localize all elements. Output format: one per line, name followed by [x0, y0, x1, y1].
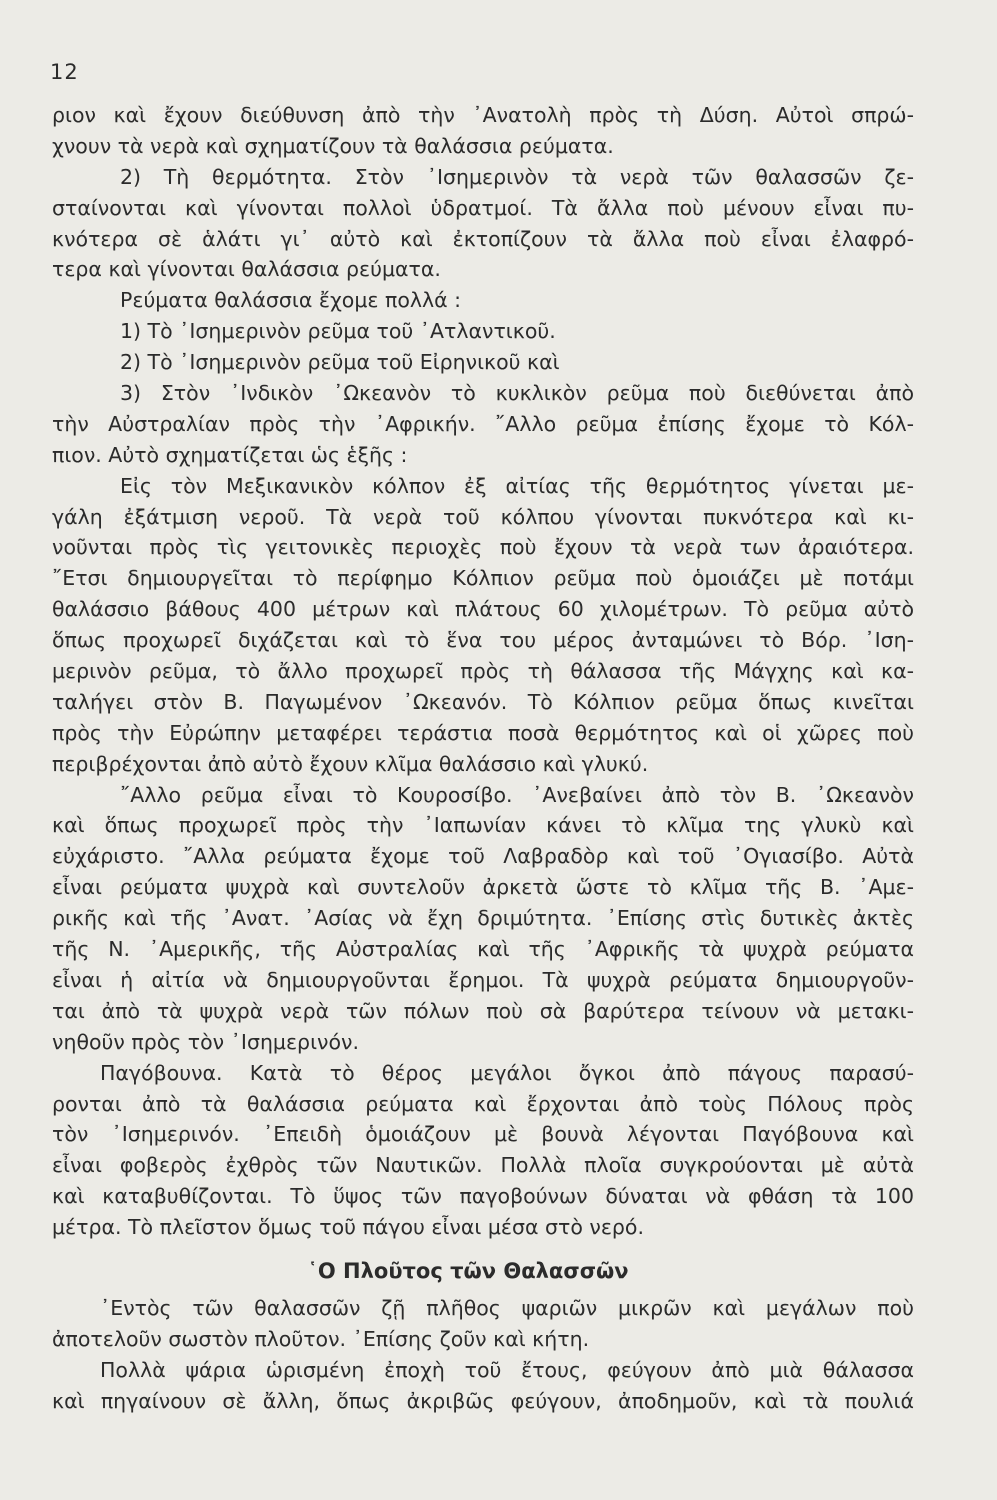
- text-line: Εἰς τὸν Μεξικανικὸν κόλπον ἐξ αἰτίας τῆς θερμότητος γίνεται με-: [120, 473, 914, 498]
- text-line: 2) Τὸ ᾿Ισημερινὸν ρεῦμα τοῦ Εἰρηνικοῦ καὶ: [120, 350, 560, 375]
- text-line: περιβρέχονται ἀπὸ αὐτὸ ἔχουν κλῖμα θαλάσσιο καὶ γλυκύ.: [52, 751, 649, 776]
- text-line: πρὸς τὴν Εὐρώπην μεταφέρει τεράστια ποσὰ θερμότητος καὶ οἱ χῶρες ποὺ: [52, 720, 914, 745]
- text-line: τὴν Αὐστραλίαν πρὸς τὴν ᾿Αφρικήν. ῎Αλλο ρεῦμα ἐπίσης ἔχομε τὸ Κόλ-: [52, 411, 914, 436]
- text-line: καὶ πηγαίνουν σὲ ἄλλη, ὅπως ἀκριβῶς φεύγουν, ἀποδημοῦν, καὶ τὰ πουλιά: [52, 1388, 914, 1413]
- text-line: 2) Τὴ θερμότητα. Στὸν ᾿Ισημερινὸν τὰ νερὰ τῶν θαλασσῶν ζε-: [120, 164, 914, 189]
- text-line: εἶναι ρεύματα ψυχρὰ καὶ συντελοῦν ἀρκετὰ ὥστε τὸ κλῖμα τῆς Β. ᾿Αμε-: [52, 875, 914, 900]
- body-text: [52, 100, 914, 1417]
- text-line: τὸν ᾿Ισημερινόν. ᾿Επειδὴ ὁμοιάζουν μὲ βουνὰ λέγονται Παγόβουνα καὶ: [52, 1122, 914, 1147]
- text-line: Πολλὰ ψάρια ὡρισμένη ἐποχὴ τοῦ ἔτους, φεύγουν ἀπὸ μιὰ θάλασσα: [100, 1357, 914, 1382]
- text-line: ται ἀπὸ τὰ ψυχρὰ νερὰ τῶν πόλων ποὺ σὰ βαρύτερα τείνουν νὰ μετακι-: [52, 998, 914, 1023]
- text-line: εἶναι φοβερὸς ἐχθρὸς τῶν Ναυτικῶν. Πολλὰ πλοῖα συγκρούονται μὲ αὐτὰ: [52, 1153, 914, 1178]
- text-line: κνότερα σὲ ἁλάτι γι᾿ αὐτὸ καὶ ἐκτοπίζουν τὰ ἄλλα ποὺ εἶναι ἐλαφρό-: [52, 226, 914, 251]
- text-line: χνουν τὰ νερὰ καὶ σχηματίζουν τὰ θαλάσσια ρεύματα.: [52, 133, 614, 158]
- text-line: ἀποτελοῦν σωστὸν πλοῦτον. ᾿Επίσης ζοῦν καὶ κήτη.: [52, 1326, 590, 1351]
- text-line: εἶναι ἡ αἰτία νὰ δημιουργοῦνται ἔρημοι. Τὰ ψυχρὰ ρεύματα δημιουργοῦν-: [52, 967, 914, 992]
- text-line: Παγόβουνα. Κατὰ τὸ θέρος μεγάλοι ὄγκοι ἀπὸ πάγους παρασύ-: [100, 1060, 914, 1085]
- text-line: 3) Στὸν ᾿Ινδικὸν ᾿Ωκεανὸν τὸ κυκλικὸν ρεῦμα ποὺ διεθύνεται ἀπὸ: [120, 381, 914, 406]
- text-line: μέτρα. Τὸ πλεῖστον ὅμως τοῦ πάγου εἶναι μέσα στὸ νερό.: [52, 1215, 644, 1240]
- text-line: μερινὸν ρεῦμα, τὸ ἄλλο προχωρεῖ πρὸς τὴ θάλασσα τῆς Μάγχης καὶ κα-: [52, 659, 914, 684]
- text-line: τερα καὶ γίνονται θαλάσσια ρεύματα.: [52, 257, 441, 282]
- text-line: θαλάσσιο βάθους 400 μέτρων καὶ πλάτους 60 χιλομέτρων. Τὸ ρεῦμα αὐτὸ: [52, 597, 914, 622]
- text-line: ταλήγει στὸν Β. Παγωμένον ᾿Ωκεανόν. Τὸ Κόλπιον ρεῦμα ὅπως κινεῖται: [52, 689, 914, 714]
- page-number: 12: [50, 60, 79, 84]
- text-line: ᾿Εντὸς τῶν θαλασσῶν ζῇ πλῆθος ψαριῶν μικρῶν καὶ μεγάλων ποὺ: [100, 1295, 914, 1320]
- section-heading: ῾Ο Πλοῦτος τῶν Θαλασσῶν: [307, 1258, 629, 1283]
- text-line: ὅπως προχωρεῖ διχάζεται καὶ τὸ ἕνα του μέρος ἀνταμώνει τὸ Βόρ. ᾿Ιση-: [52, 628, 914, 653]
- text-line: σταίνονται καὶ γίνονται πολλοὶ ὑδρατμοί. Τὰ ἄλλα ποὺ μένουν εἶναι πυ-: [52, 195, 914, 220]
- text-line: καὶ καταβυθίζονται. Τὸ ὕψος τῶν παγοβούνων δύναται νὰ φθάση τὰ 100: [52, 1184, 914, 1209]
- text-line: καὶ ὅπως προχωρεῖ πρὸς τὴν ᾿Ιαπωνίαν κάνει τὸ κλῖμα της γλυκὺ καὶ: [52, 813, 914, 838]
- text-line: ριον καὶ ἔχουν διεύθυνση ἀπὸ τὴν ᾿Ανατολὴ πρὸς τὴ Δύση. Αὐτοὶ σπρώ-: [52, 103, 914, 127]
- text-line: πιον. Αὐτὸ σχηματίζεται ὡς ἑξῆς :: [52, 442, 408, 467]
- text-line: ῎Ετσι δημιουργεῖται τὸ περίφημο Κόλπιον ρεῦμα ποὺ ὁμοιάζει μὲ ποτάμι: [52, 566, 914, 591]
- text-line: νηθοῦν πρὸς τὸν ᾿Ισημερινόν.: [52, 1029, 359, 1054]
- text-line: τῆς Ν. ᾿Αμερικῆς, τῆς Αὐστραλίας καὶ τῆς ᾿Αφρικῆς τὰ ψυχρὰ ρεύματα: [52, 937, 914, 962]
- text-line: γάλη ἐξάτμιση νεροῦ. Τὰ νερὰ τοῦ κόλπου γίνονται πυκνότερα καὶ κι-: [52, 504, 914, 529]
- text-line: ρονται ἀπὸ τὰ θαλάσσια ρεύματα καὶ ἔρχονται ἀπὸ τοὺς Πόλους πρὸς: [52, 1091, 914, 1116]
- text-line: νοῦνται πρὸς τὶς γειτονικὲς περιοχὲς ποὺ ἔχουν τὰ νερὰ των ἀραιότερα.: [52, 535, 914, 560]
- text-line: ῎Αλλο ρεῦμα εἶναι τὸ Κουροσίβο. ᾿Ανεβαίνει ἀπὸ τὸν Β. ᾿Ωκεανὸν: [120, 782, 914, 807]
- text-line: Ρεύματα θαλάσσια ἔχομε πολλά :: [120, 288, 462, 313]
- text-line: ρικῆς καὶ τῆς ᾿Ανατ. ᾿Ασίας νὰ ἔχη δριμύτητα. ᾿Επίσης στὶς δυτικὲς ἀκτὲς: [52, 906, 914, 931]
- text-line: 1) Τὸ ᾿Ισημερινὸν ρεῦμα τοῦ ᾿Ατλαντικοῦ.: [120, 319, 556, 344]
- text-line: εὐχάριστο. ῎Αλλα ρεύματα ἔχομε τοῦ Λαβραδὸρ καὶ τοῦ ᾿Ογιασίβο. Αὐτὰ: [52, 844, 914, 869]
